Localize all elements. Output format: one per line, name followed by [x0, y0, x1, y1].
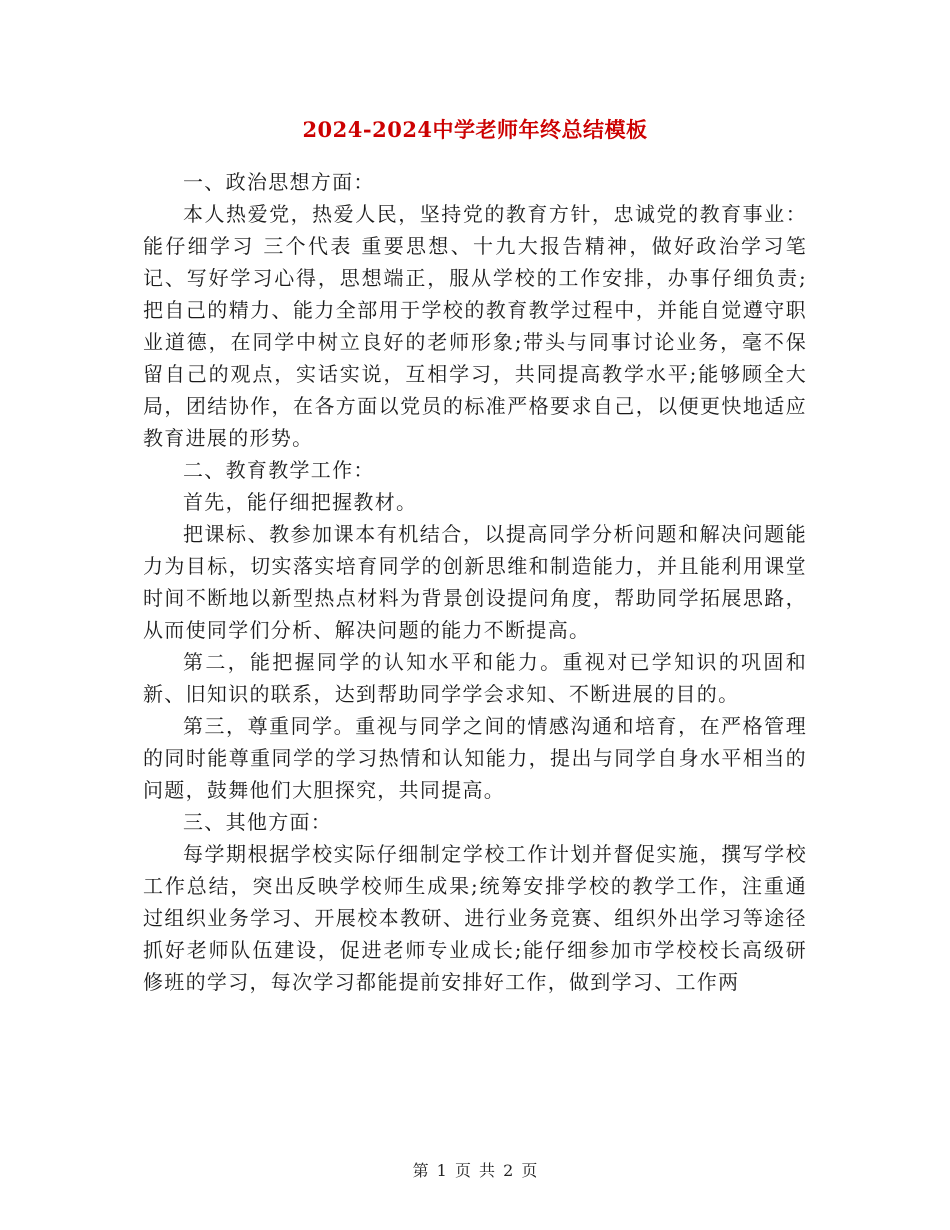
paragraph-other: 每学期根据学校实际仔细制定学校工作计划并督促实施，撰写学校工作总结，突出反映学校师生成果;统筹安排学校的教学工作，注重通过组织业务学习、开展校本教研、进行业务竞赛、组织外出学习等途径抓好老师队伍建设，促进老师专业成长;能仔细参加市学校校长高级研修班的学习，每次学习都能提前安排好工作，做到学习、工作两 [143, 842, 807, 994]
section-heading-other: 三、其他方面： [183, 810, 333, 834]
page-number-footer: 第 1 页 共 2 页 [412, 1161, 538, 1180]
section-heading-politics: 一、政治思想方面： [183, 170, 375, 194]
section-heading-teaching: 二、教育教学工作： [183, 458, 375, 482]
paragraph-third: 第三，尊重同学。重视与同学之间的情感沟通和培育，在严格管理的同时能尊重同学的学习热情和认知能力，提出与同学自身水平相当的问题，鼓舞他们大胆探究，共同提高。 [143, 714, 807, 802]
document-body [143, 166, 807, 998]
document-title: 2024-2024中学老师年终总结模板 [302, 117, 648, 142]
paragraph-first: 首先，能仔细把握教材。 [183, 490, 418, 514]
paragraph-second: 第二，能把握同学的认知水平和能力。重视对已学知识的巩固和新、旧知识的联系，达到帮助同学学会求知、不断进展的目的。 [143, 650, 807, 706]
paragraph-politics: 本人热爱党，热爱人民，坚持党的教育方针，忠诚党的教育事业：能仔细学习 三个代表 重要思想、十九大报告精神，做好政治学习笔记、写好学习心得，思想端正，服从学校的工作安排，办事仔细负责;把自己的精力、能力全部用于学校的教育教学过程中，并能自觉遵守职业道德，在同学中树立良好的老师形象;带头与同事讨论业务，毫不保留自己的观点，实话实说，互相学习，共同提高教学水平;能够顾全大局，团结协作，在各方面以党员的标准严格要求自己，以便更快地适应教育进展的形势。 [143, 202, 807, 450]
paragraph-curriculum: 把课标、教参加课本有机结合，以提高同学分析问题和解决问题能力为目标，切实落实培育同学的创新思维和制造能力，并且能利用课堂时间不断地以新型热点材料为背景创设提问角度，帮助同学拓展思路，从而使同学们分析、解决问题的能力不断提高。 [143, 522, 807, 642]
